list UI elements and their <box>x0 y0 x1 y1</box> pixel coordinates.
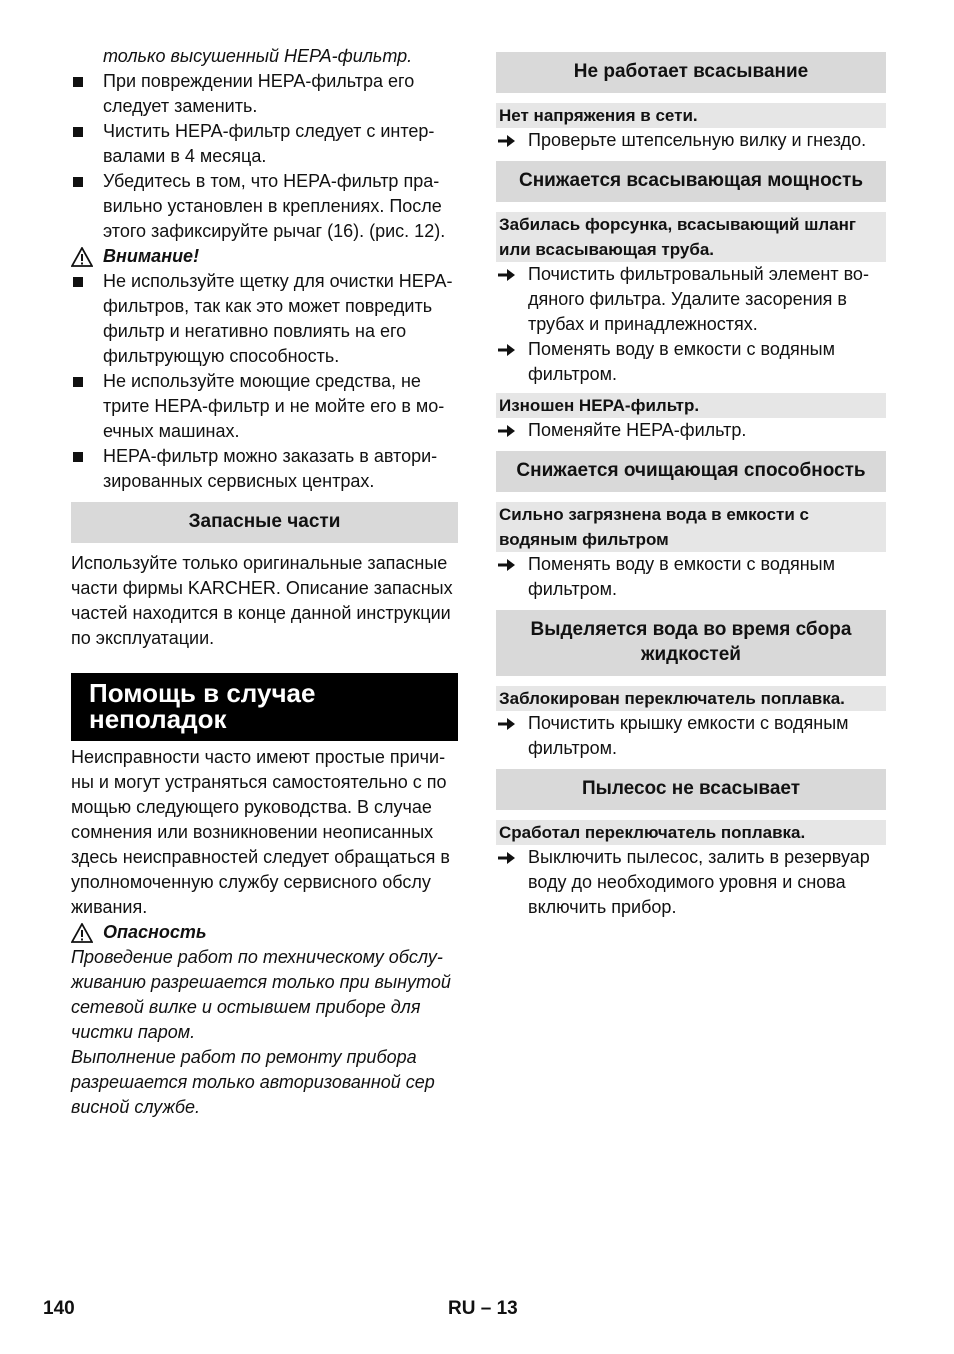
text-line: уполномоченную службу сервисного обслу <box>71 872 431 892</box>
text-line: валами в 4 месяца. <box>103 146 267 166</box>
bullet-item <box>71 169 458 244</box>
danger-notice <box>71 920 458 945</box>
warning-triangle-icon <box>71 923 93 943</box>
cause-heading <box>496 393 886 418</box>
heading-line: жидкостей <box>641 644 741 665</box>
section-heading <box>496 610 886 676</box>
text-line: Поменяйте HEPA-фильтр. <box>528 420 747 440</box>
text-line: висной службе. <box>71 1097 201 1117</box>
text-line: чистки паром. <box>71 1022 196 1042</box>
remedy-text <box>528 418 886 443</box>
text-line: сетевой вилке и остывшем приборе для <box>71 997 421 1017</box>
heading-line: Снижается очищающая способность <box>516 460 866 481</box>
text-line: этого зафиксируйте рычаг (16). (рис. 12). <box>103 221 446 241</box>
danger-text <box>71 945 458 1120</box>
remedy-item <box>496 845 886 920</box>
bullet-text <box>103 69 458 119</box>
arrow-marker <box>496 552 528 602</box>
warning-label: Внимание! <box>103 246 200 266</box>
bullet-text <box>103 169 458 244</box>
text-line: здесь неисправностей следует обращаться в <box>71 847 450 867</box>
text-line: трите HEPA-фильтр и не мойте его в мо- <box>103 396 445 416</box>
arrow-right-icon <box>498 343 515 357</box>
bullet-item <box>71 444 458 494</box>
arrow-marker <box>496 337 528 387</box>
troubleshooting-intro <box>71 745 458 920</box>
text-line: сомнения или возникновении неописанных <box>71 822 434 842</box>
remedy-item <box>496 337 886 387</box>
text-line: Не используйте моющие средства, не <box>103 371 421 391</box>
text-line: воду до необходимого уровня и снова <box>528 872 846 892</box>
square-mark <box>73 277 83 287</box>
square-mark <box>73 177 83 187</box>
remedy-item <box>496 552 886 602</box>
text-line: живанию разрешается только при вынутой <box>71 972 451 992</box>
page-number: 140 <box>43 1298 75 1319</box>
bullet-text <box>103 444 458 494</box>
arrow-right-icon <box>498 134 515 148</box>
text-line: части фирмы KARCHER. Описание запасных <box>71 578 453 598</box>
cause-heading <box>496 103 886 128</box>
remedy-text <box>528 128 886 153</box>
intro-text: только высушенный HEPA-фильтр. <box>103 46 413 66</box>
text-line: Неисправности часто имеют простые причи- <box>71 747 446 767</box>
text-line: Поменять воду в емкости с водяным <box>528 554 835 574</box>
text-line: живания. <box>71 897 148 917</box>
spare-parts-heading: Запасные части <box>71 502 458 543</box>
arrow-marker <box>496 711 528 761</box>
square-bullet-icon <box>71 369 103 444</box>
section-heading <box>496 52 886 93</box>
cause-line: водяным фильтром <box>499 530 669 549</box>
bullet-list-warning <box>71 269 458 494</box>
text-line: HEPA-фильтр можно заказать в автори- <box>103 446 438 466</box>
text-line: ечных машинах. <box>103 421 240 441</box>
remedy-text <box>528 337 886 387</box>
arrow-marker <box>496 418 528 443</box>
remedy-text <box>528 552 886 602</box>
bullet-text <box>103 119 458 169</box>
text-line: трубах и принадлежностях. <box>528 314 758 334</box>
text-line: включить прибор. <box>528 897 677 917</box>
section-heading <box>496 769 886 810</box>
text-line: фильтрующую способность. <box>103 346 340 366</box>
cause-line: Заблокирован переключатель поплавка. <box>499 689 845 708</box>
remedy-item <box>496 711 886 761</box>
text-line: по эксплуатации. <box>71 628 215 648</box>
cause-heading <box>496 502 886 552</box>
troubleshooting-heading: Помощь в случае неполадок <box>71 673 458 741</box>
text-line: мощью следующего руководства. В случае <box>71 797 432 817</box>
square-mark <box>73 127 83 137</box>
section-heading <box>496 161 886 202</box>
cause-line: Сработал переключатель поплавка. <box>499 823 806 842</box>
heading-line: Выделяется вода во время сбора <box>530 619 852 640</box>
square-mark <box>73 377 83 387</box>
bullet-item <box>71 69 458 119</box>
arrow-marker <box>496 262 528 337</box>
bullet-text <box>103 369 458 444</box>
square-bullet-icon <box>71 119 103 169</box>
bullet-item <box>71 269 458 369</box>
heading-line: Пылесос не всасывает <box>581 778 801 799</box>
text-line: следует заменить. <box>103 96 258 116</box>
square-bullet-icon <box>71 444 103 494</box>
troubleshooting-sections <box>496 52 886 920</box>
remedy-item <box>496 128 886 153</box>
cause-line: Нет напряжения в сети. <box>499 106 698 125</box>
cause-line: Сильно загрязнена вода в емкости с <box>499 505 810 524</box>
square-mark <box>73 77 83 87</box>
text-line: зированных сервисных центрах. <box>103 471 375 491</box>
text-line: частей находится в конце данной инструкции <box>71 603 451 623</box>
square-bullet-icon <box>71 69 103 119</box>
remedy-item <box>496 418 886 443</box>
left-column <box>71 44 458 1120</box>
cause-line: Забилась форсунка, всасывающий шланг <box>499 215 856 234</box>
text-line: ны и могут устраняться самостоятельно с по <box>71 772 447 792</box>
text-line: Используйте только оригинальные запасные <box>71 553 448 573</box>
arrow-right-icon <box>498 558 515 572</box>
text-line: Выполнение работ по ремонту прибора <box>71 1047 417 1067</box>
arrow-right-icon <box>498 851 515 865</box>
text-line: При повреждении HEPA-фильтра его <box>103 71 415 91</box>
bullet-item <box>71 369 458 444</box>
warning-notice <box>71 244 458 269</box>
section-reference: RU – 13 <box>448 1298 518 1319</box>
right-column <box>496 52 886 920</box>
section-heading <box>496 451 886 492</box>
text-line: Проверьте штепсельную вилку и гнездо. <box>528 130 867 150</box>
text-line: фильтром. <box>528 364 617 384</box>
arrow-right-icon <box>498 424 515 438</box>
text-line: Не используйте щетку для очистки HEPA- <box>103 271 453 291</box>
text-line: Почистить крышку емкости с водяным <box>528 713 849 733</box>
bullet-list-top <box>71 69 458 244</box>
remedy-text <box>528 845 886 920</box>
text-line: фильтров, так как это может повредить <box>103 296 433 316</box>
text-line: фильтром. <box>528 738 617 758</box>
remedy-item <box>496 262 886 337</box>
heading-line: Не работает всасывание <box>573 61 809 82</box>
text-line: Выключить пылесос, залить в резервуар <box>528 847 870 867</box>
spare-parts-text <box>71 551 458 651</box>
warning-triangle-icon <box>71 247 93 267</box>
text-line: разрешается только авторизованной сер <box>71 1072 435 1092</box>
square-mark <box>73 452 83 462</box>
arrow-marker <box>496 128 528 153</box>
remedy-text <box>528 262 886 337</box>
cause-line: Изношен HEPA-фильтр. <box>499 396 700 415</box>
text-line: Убедитесь в том, что HEPA-фильтр пра- <box>103 171 440 191</box>
heading-line: Снижается всасывающая мощность <box>518 170 864 191</box>
cause-heading <box>496 686 886 711</box>
square-bullet-icon <box>71 269 103 369</box>
text-line: Почистить фильтровальный элемент во- <box>528 264 869 284</box>
cause-heading <box>496 820 886 845</box>
text-line: Чистить HEPA-фильтр следует с интер- <box>103 121 435 141</box>
arrow-right-icon <box>498 268 515 282</box>
text-line: фильтр и негативно повлиять на его <box>103 321 407 341</box>
bullet-item <box>71 119 458 169</box>
text-line: Проведение работ по техническому обслу- <box>71 947 443 967</box>
remedy-text <box>528 711 886 761</box>
square-bullet-icon <box>71 169 103 244</box>
text-line: вильно установлен в креплениях. После <box>103 196 442 216</box>
arrow-right-icon <box>498 717 515 731</box>
danger-label: Опасность <box>103 922 207 942</box>
arrow-marker <box>496 845 528 920</box>
text-line: дяного фильтра. Удалите засорения в <box>528 289 847 309</box>
cause-heading <box>496 212 886 262</box>
cause-line: или всасывающая труба. <box>499 240 715 259</box>
text-line: Поменять воду в емкости с водяным <box>528 339 835 359</box>
text-line: фильтром. <box>528 579 617 599</box>
bullet-text <box>103 269 458 369</box>
